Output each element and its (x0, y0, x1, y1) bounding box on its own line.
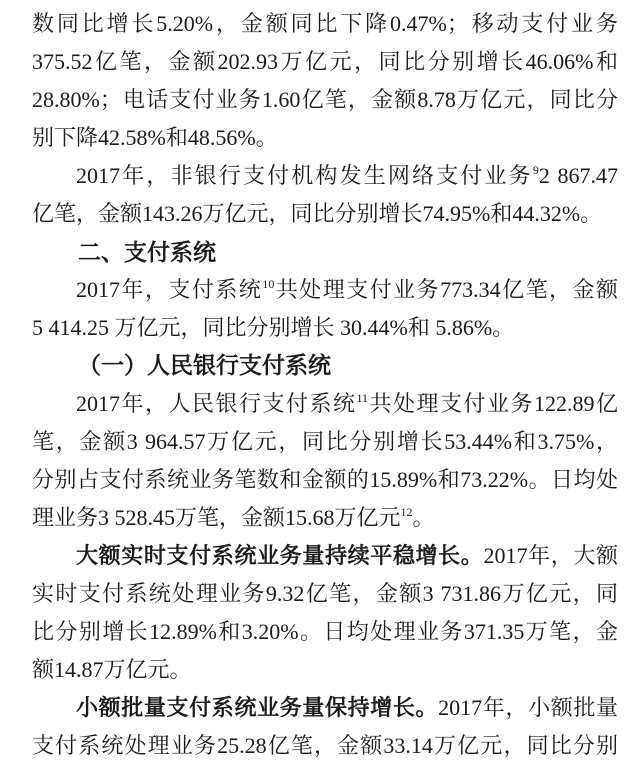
text-run: 2017年，小额批量 (438, 695, 618, 720)
bold-lead-in: 大额实时支付系统业务量持续平稳增长。 (76, 543, 484, 568)
text-run: （一）人民银行支付系统 (78, 353, 331, 378)
document-body (32, 5, 618, 765)
text-line (32, 385, 618, 423)
text-line (32, 81, 618, 119)
text-run: 比分别增长12.89%和3.20%。日均处理业务371.35万笔，金 (32, 619, 618, 644)
text-line (32, 689, 618, 727)
text-run: 2017年，人民银行支付系统 (76, 391, 357, 416)
text-run: 分别占支付系统业务笔数和金额的15.89%和73.22%。日均处 (32, 467, 618, 492)
text-run: 实时支付系统处理业务9.32亿笔，金额3 731.86万亿元，同 (32, 581, 618, 606)
text-run: 二、支付系统 (78, 239, 216, 265)
bold-lead-in: 小额批量支付系统业务量保持增长。 (76, 695, 439, 720)
text-line (32, 157, 618, 195)
text-run: 亿笔，金额143.26万亿元，同比分别增长74.95%和44.32%。 (32, 201, 603, 226)
footnote-reference: 11 (356, 391, 369, 405)
text-line (32, 43, 618, 81)
text-line (32, 195, 618, 233)
text-line (32, 537, 618, 575)
text-run: 共处理支付业务122.89亿 (368, 391, 618, 416)
text-run: 笔，金额3 964.57万亿元，同比分别增长53.44%和3.75%， (32, 429, 618, 454)
text-run: 375.52亿笔，金额202.93万亿元，同比分别增长46.06%和 (32, 49, 618, 74)
text-run: 2 867.47 (538, 163, 619, 188)
text-run: 额14.87万亿元。 (32, 657, 192, 682)
text-line (32, 727, 618, 765)
text-line (32, 309, 618, 347)
text-run: 共处理支付业务773.34亿笔，金额 (274, 277, 618, 302)
footnote-reference: 9 (532, 163, 539, 177)
text-line (32, 461, 618, 499)
text-run: 支付系统处理业务25.28亿笔，金额33.14万亿元，同比分别 (32, 733, 618, 758)
text-run: 5 414.25 万亿元，同比分别增长 30.44%和 5.86%。 (32, 315, 515, 340)
footnote-reference: 10 (262, 277, 275, 291)
text-line (32, 5, 618, 43)
text-line (32, 119, 618, 157)
text-line (32, 651, 618, 689)
text-run: 。 (412, 505, 435, 530)
text-run: 2017年，非银行支付机构发生网络支付业务 (76, 163, 533, 188)
text-line (32, 499, 618, 537)
footnote-reference: 12 (400, 505, 413, 519)
text-run: 2017年，支付系统 (76, 277, 263, 302)
text-run: 理业务3 528.45万笔，金额15.68万亿元 (32, 505, 401, 530)
text-run: 2017年，大额 (483, 543, 618, 568)
text-line (32, 575, 618, 613)
text-line (32, 423, 618, 461)
text-run: 28.80%；电话支付业务1.60亿笔，金额8.78万亿元，同比分 (32, 87, 618, 112)
subsection-heading (32, 347, 618, 385)
text-run: 数同比增长5.20%，金额同比下降0.47%；移动支付业务 (32, 11, 618, 36)
text-line (32, 613, 618, 651)
section-heading (32, 233, 618, 271)
text-line (32, 271, 618, 309)
text-run: 别下降42.58%和48.56%。 (32, 125, 278, 150)
